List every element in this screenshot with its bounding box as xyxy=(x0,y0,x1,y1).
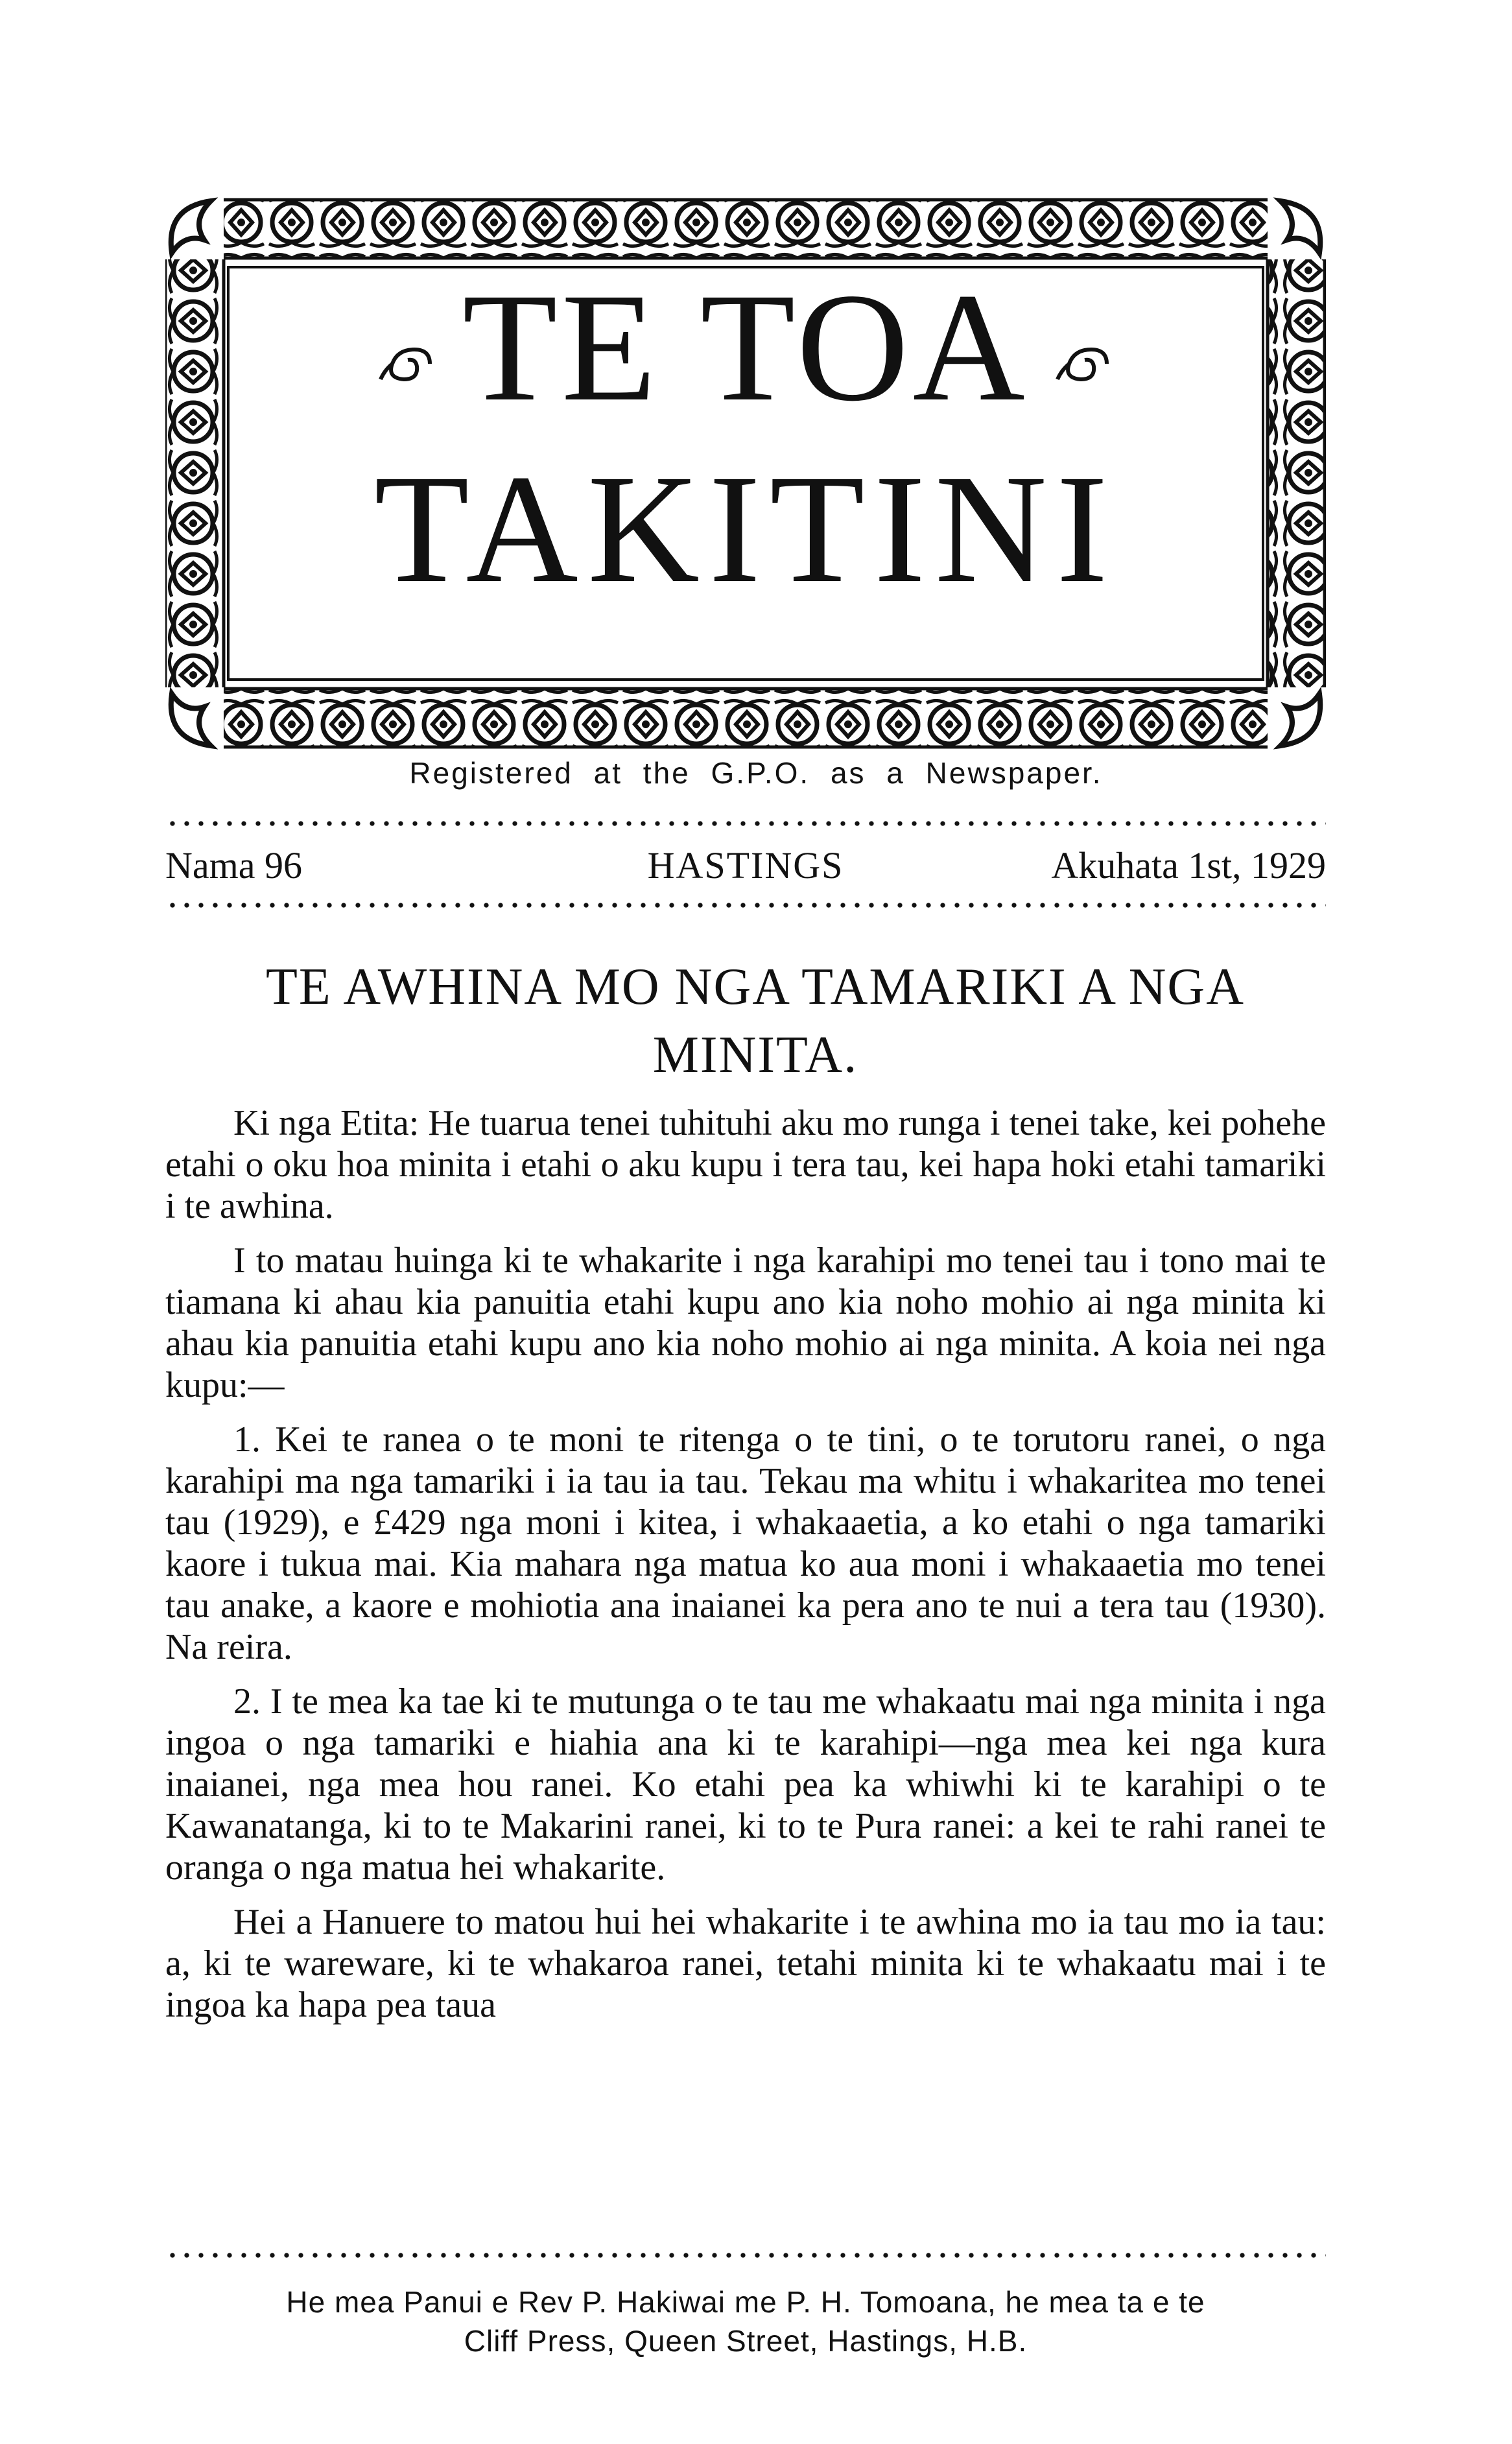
issue-place: HASTINGS xyxy=(647,844,844,886)
koru-swirl-icon xyxy=(1055,344,1113,383)
masthead-title-line1 xyxy=(165,261,1326,433)
masthead-title-line2: TAKITINI xyxy=(374,442,1117,615)
article-paragraph: I to matau huinga ki te whakarite i nga karahipi mo tenei tau i tono mai te tiamana ki ahau kia panuitia etahi kupu ano kia noho mohio ai nga minita ki ahau kia panuitia etahi kupu ano kia noho mohio ai nga minita. A koia nei nga kupu:— xyxy=(165,1240,1326,1405)
article-headline: TE AWHINA MO NGA TAMARIKI A NGA MINITA. xyxy=(266,958,1245,1084)
article-paragraph: Hei a Hanuere to matou hui hei whakarite i te awhina mo ia tau mo ia tau: a, ki te wareware, ki te whakaroa ranei, tetahi minita ki te whakaatu mai i te ingoa ka hapa pea taua xyxy=(165,1902,1326,2025)
masthead-title-te-toa: TE TOA xyxy=(462,261,1029,433)
koru-swirl-icon xyxy=(378,344,436,383)
article-paragraph: Ki nga Etita: He tuarua tenei tuhituhi aku mo runga i tenei take, kei pohehe etahi o oku hoa minita i etahi o aku kupu i tera tau, kei hapa hoki etahi tamariki i te awhina. xyxy=(165,1103,1326,1226)
dotted-rule xyxy=(165,2250,1326,2260)
colophon-line1: He mea Panui e Rev P. Hakiwai me P. H. Tomoana, he mea ta e te xyxy=(286,2285,1205,2319)
dotted-rule xyxy=(165,900,1326,910)
colophon xyxy=(165,2283,1326,2360)
registered-note: Registered at the G.P.O. as a Newspaper. xyxy=(409,756,1103,790)
dotted-rule xyxy=(165,818,1326,829)
colophon-line2: Cliff Press, Queen Street, Hastings, H.B. xyxy=(464,2324,1028,2358)
article-body xyxy=(165,1102,1326,2039)
article-paragraph: 2. I te mea ka tae ki te mutunga o te tau me whakaatu mai nga minita i nga ingoa o nga tamariki e hiahia ana ki te karahipi—nga mea kei nga kura inaianei, nga mea hou ranei. Ko etahi pea ka whiwhi ki te karahipi o te Kawanatanga, ki to te Makarini ranei, ki to te Pura ranei: a kei te rahi ranei te oranga o nga matua hei whakarite. xyxy=(165,1681,1326,1888)
issue-date: Akuhata 1st, 1929 xyxy=(1051,844,1326,886)
article-paragraph: 1. Kei te ranea o te moni te ritenga o te tini, o te torutoru ranei, o nga karahipi ma nga tamariki i ia tau ia tau. Tekau ma whitu i whakaritea mo tenei tau (1929), e £429 nga moni i kitea, i whakaaetia, a ko etahi o nga tamariki kaore i tukua mai. Kia mahara nga matua ko aua moni i whakaaetia mo tenei tau anake, a kaore e mohiotia ana inaianei ka pera ano te nui a tera tau (1930). Na reira. xyxy=(165,1419,1326,1667)
masthead xyxy=(165,195,1326,752)
issue-number: Nama 96 xyxy=(165,844,302,886)
issue-info-bar xyxy=(165,843,1326,888)
